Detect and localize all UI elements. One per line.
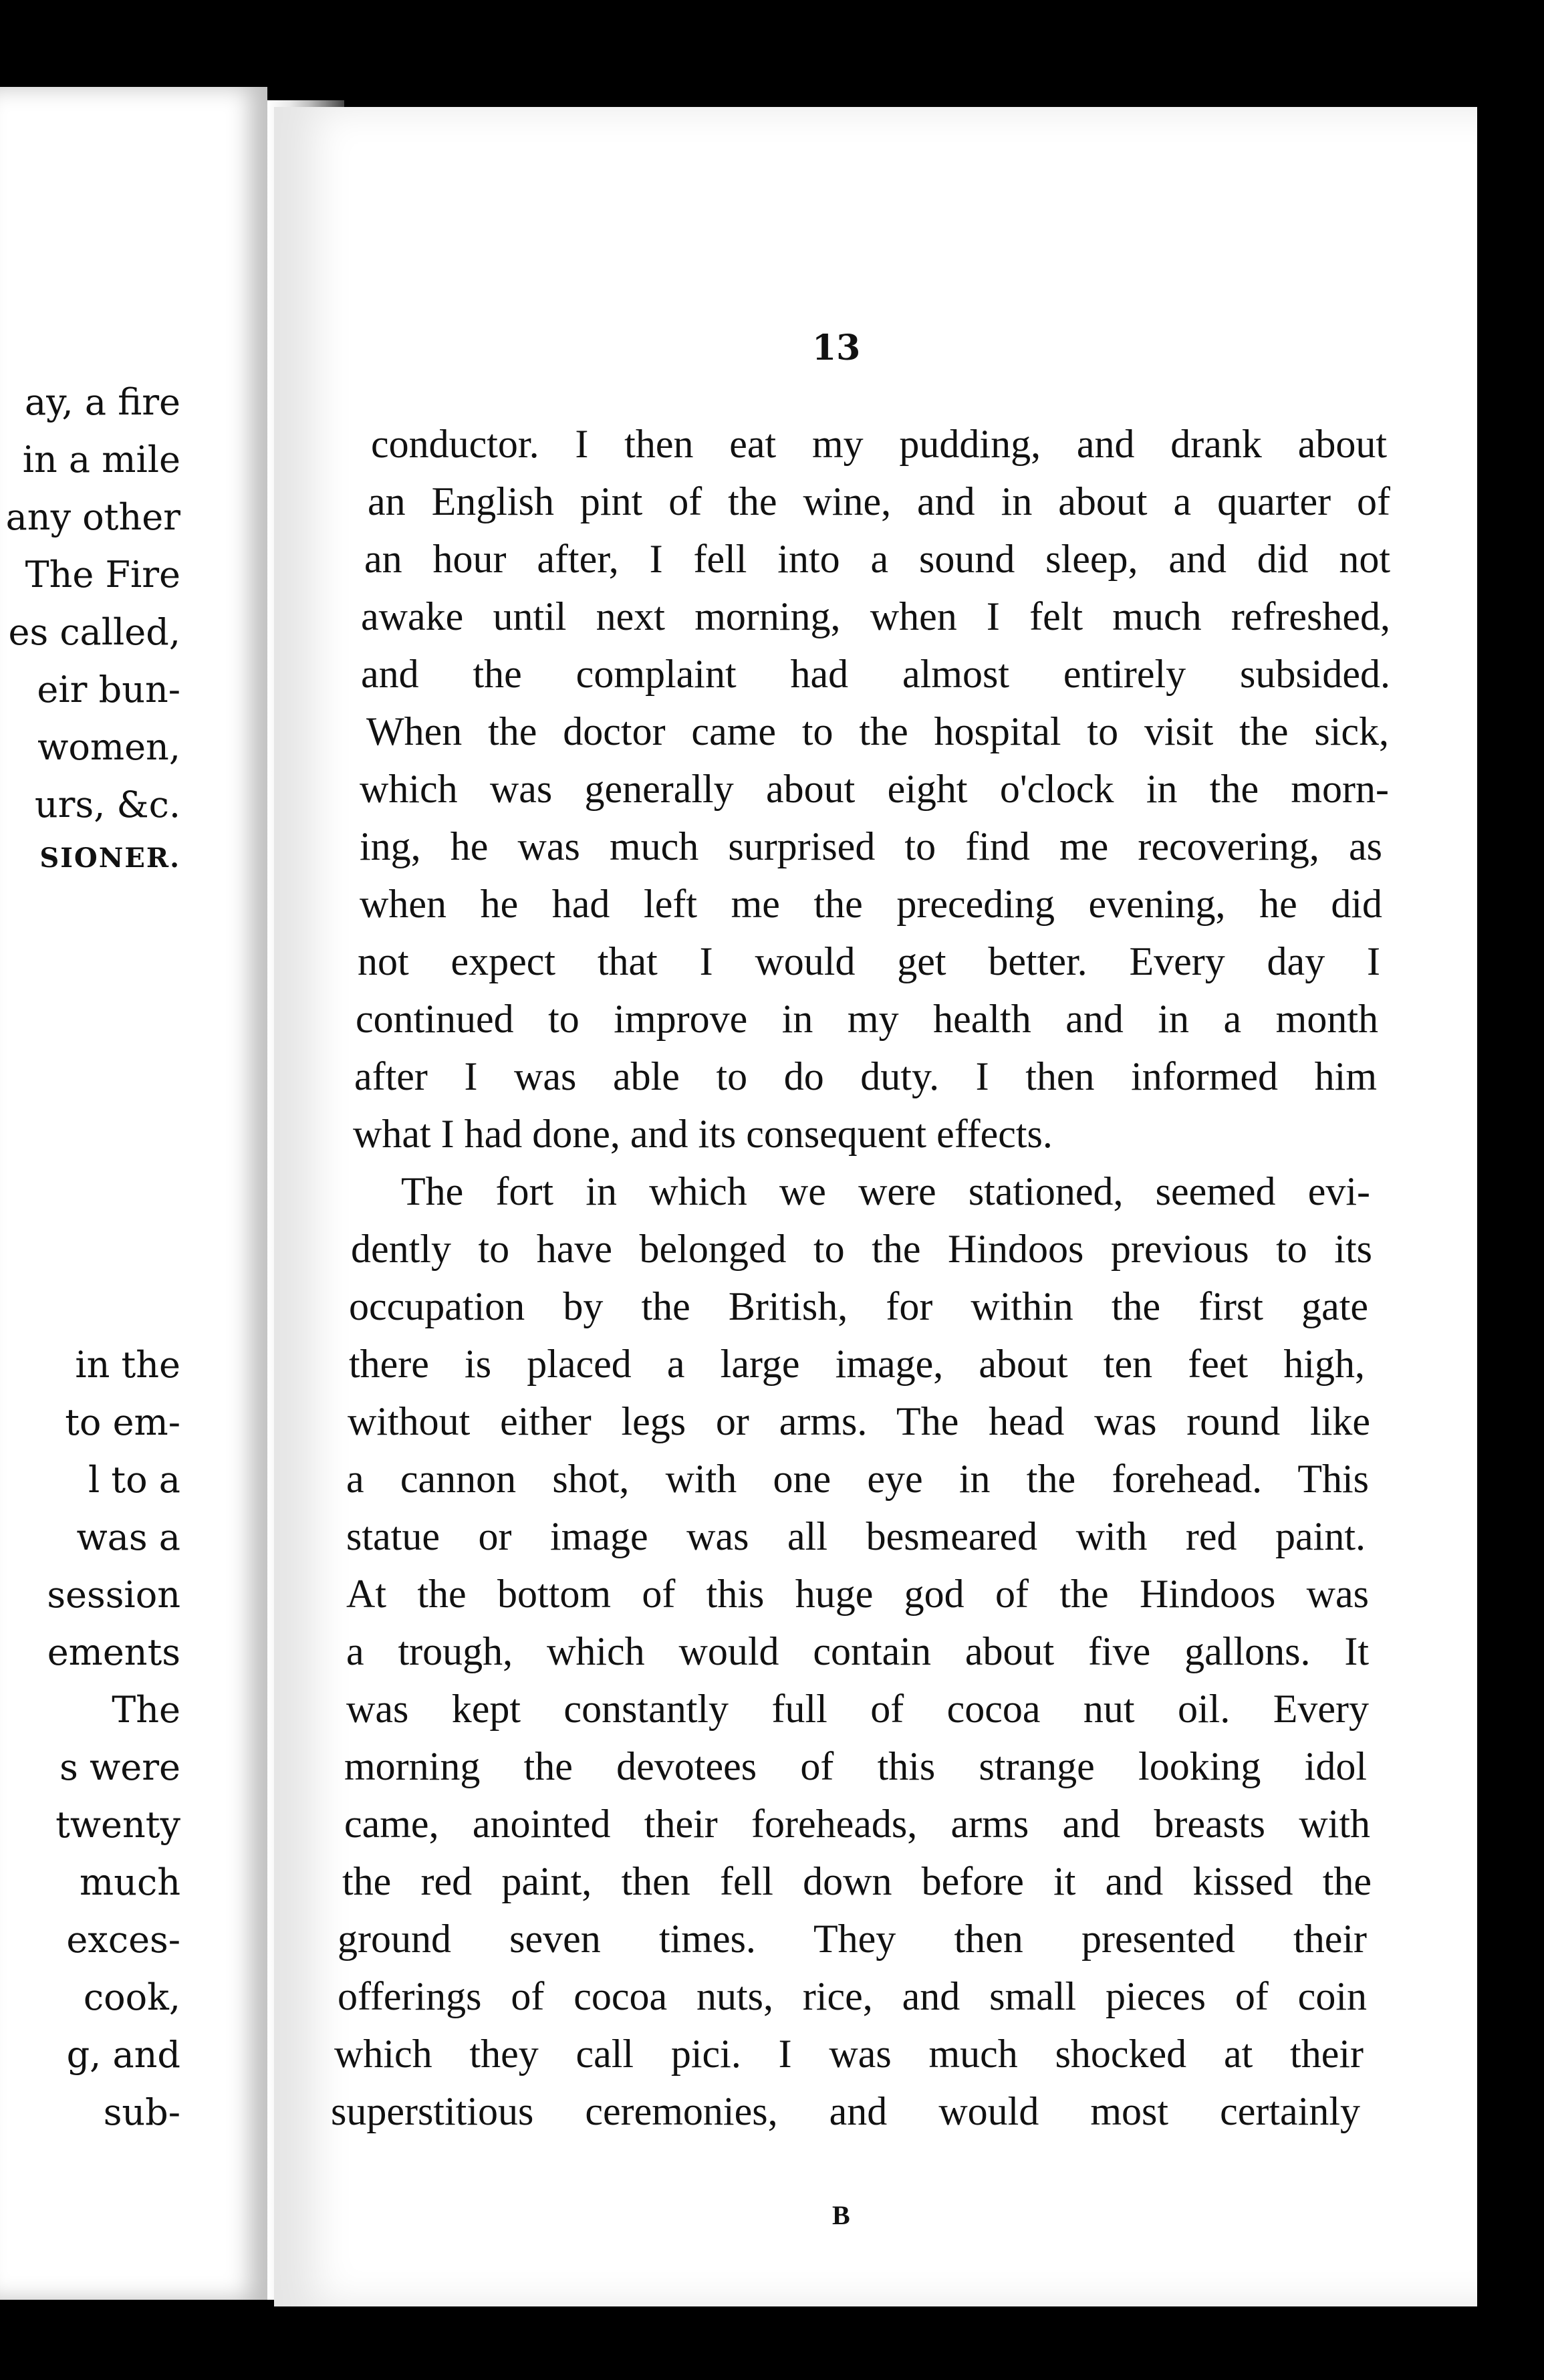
left-page-line: twenty <box>55 1804 180 1846</box>
body-text-line: When the doctor came to the hospital to visit the sick, <box>366 709 1389 753</box>
left-page-line: much <box>79 1861 180 1903</box>
body-text-line: morning the devotees of this strange looking idol <box>344 1744 1367 1788</box>
left-page-line: The <box>112 1689 180 1731</box>
body-text-line: ground seven times. They then presented their <box>338 1917 1367 1961</box>
body-text-line: after I was able to do duty. I then informed him <box>354 1054 1377 1098</box>
left-page-line: exces- <box>66 1919 180 1961</box>
body-text-line: conductor. I then eat my pudding, and drank about <box>371 422 1387 466</box>
left-page-line: ements <box>47 1631 180 1673</box>
body-text-line: The fort in which we were stationed, seemed evi- <box>401 1169 1370 1213</box>
body-text-line: ing, he was much surprised to find me recovering, as <box>360 824 1382 868</box>
left-page-line: any other <box>5 496 180 538</box>
right-border <box>1477 0 1544 2380</box>
body-text-line: without either legs or arms. The head was round like <box>348 1399 1370 1443</box>
body-text-line: occupation by the British, for within the first gate <box>349 1284 1368 1328</box>
body-text-line: dently to have belonged to the Hindoos previous to its <box>351 1227 1372 1271</box>
left-page-line: ay, a fire <box>24 381 180 423</box>
left-page-line: cook, <box>83 1976 180 2018</box>
left-page-line: sub- <box>103 2091 180 2133</box>
left-page-line: to em- <box>65 1401 180 1443</box>
body-text-line: came, anointed their foreheads, arms and breasts with <box>344 1802 1370 1846</box>
body-text-line: which was generally about eight o'clock in the morn- <box>360 767 1389 811</box>
body-text-line: offerings of cocoa nuts, rice, and small pieces of coin <box>338 1974 1367 2018</box>
left-page-line: s were <box>59 1746 180 1788</box>
left-page-line: urs, &c. <box>34 784 180 826</box>
body-text-line: was kept constantly full of cocoa nut oil. Every <box>346 1687 1369 1731</box>
body-text-line: the red paint, then fell down before it and kissed the <box>342 1859 1372 1903</box>
body-text-line: statue or image was all besmeared with red paint. <box>346 1514 1366 1558</box>
left-page <box>0 87 267 2300</box>
body-text-line: not expect that I would get better. Every day I <box>358 939 1380 983</box>
left-page-line: was a <box>76 1516 180 1558</box>
body-text-line: which they call pici. I was much shocked at their <box>334 2032 1364 2076</box>
left-page-line: in a mile <box>22 439 180 481</box>
body-text-line: At the bottom of this huge god of the Hindoos was <box>346 1572 1369 1616</box>
left-page-line: The Fire <box>25 554 180 596</box>
body-text-line: superstitious ceremonies, and would most certainly <box>331 2089 1360 2133</box>
body-text-line: what I had done, and its consequent effects. <box>353 1112 1053 1156</box>
left-page-line: in the <box>75 1344 180 1386</box>
left-page-line: women, <box>37 726 180 768</box>
left-page-line: l to a <box>88 1459 180 1501</box>
body-text-line: when he had left me the preceding evening, he did <box>360 882 1382 926</box>
left-page-line: SIONER. <box>39 842 180 874</box>
left-page-line: g, and <box>66 2034 180 2076</box>
left-page-line: eir bun- <box>37 669 180 711</box>
left-page-line: es called, <box>8 611 180 653</box>
body-text-line: there is placed a large image, about ten feet high, <box>349 1342 1365 1386</box>
page-number: 13 <box>812 328 861 368</box>
body-text-line: an hour after, I fell into a sound sleep, and did not <box>364 537 1390 581</box>
left-page-line: session <box>47 1574 180 1616</box>
body-text-line: continued to improve in my health and in a month <box>356 997 1378 1041</box>
body-text-line: a cannon shot, with one eye in the forehead. This <box>346 1457 1369 1501</box>
body-text-line: an English pint of the wine, and in about a quarter of <box>368 479 1390 523</box>
signature-mark: B <box>832 2200 850 2230</box>
body-text-line: and the complaint had almost entirely subsided. <box>361 652 1390 696</box>
body-text-line: awake until next morning, when I felt much refreshed, <box>361 594 1390 638</box>
body-text-line: a trough, which would contain about five gallons. It <box>346 1629 1369 1673</box>
